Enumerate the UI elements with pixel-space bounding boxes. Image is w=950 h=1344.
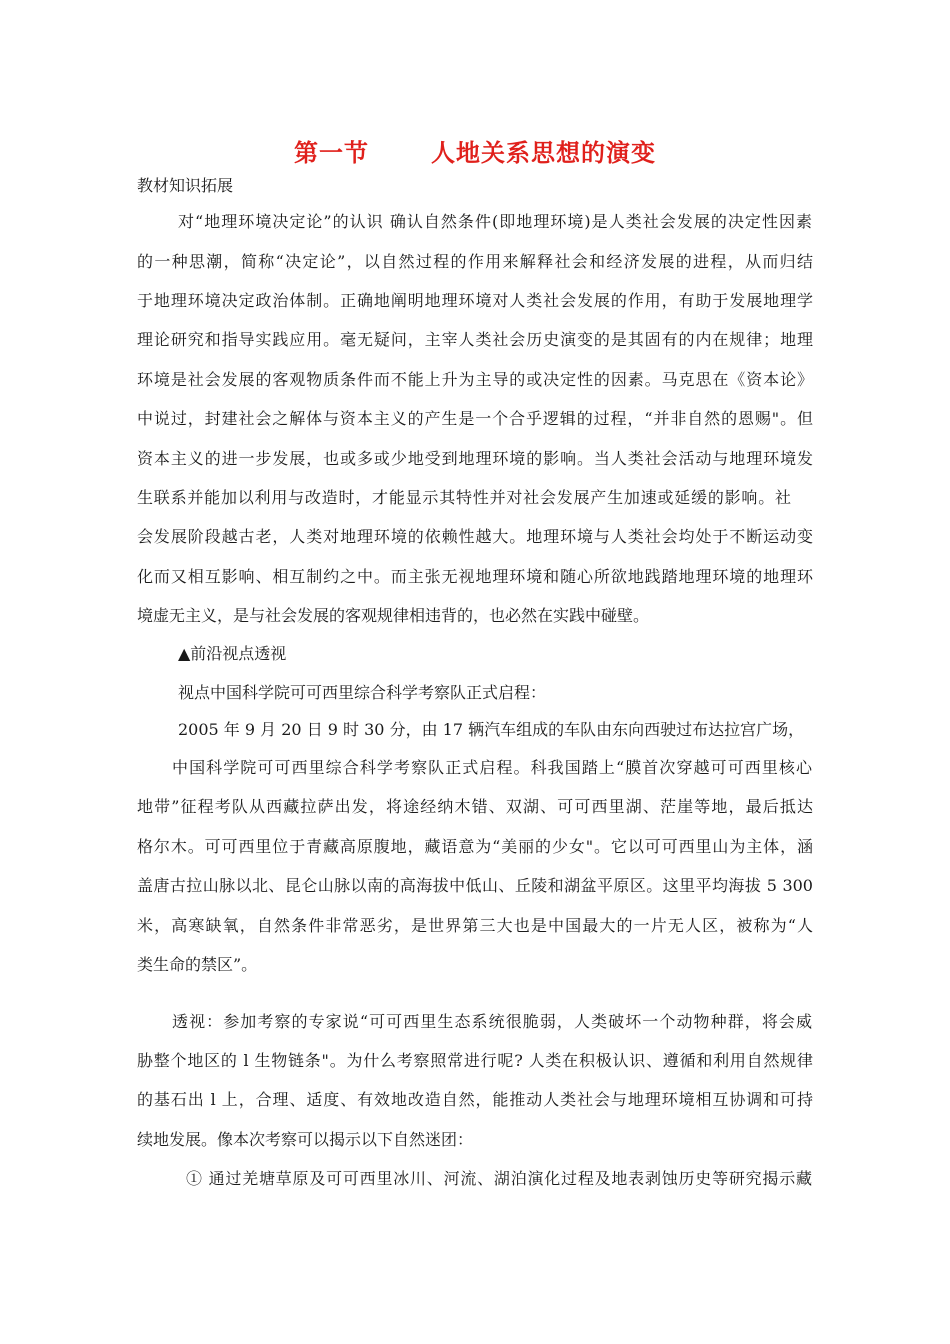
paragraph-line: 理论研究和指导实践应用。毫无疑问，主宰人类社会历史演变的是其固有的内在规律；地理 (137, 330, 813, 349)
paragraph-line: 中说过，封建社会之解体与资本主义的产生是一个合乎逻辑的过程，“并非自然的恩赐"。但 (137, 409, 813, 428)
paragraph-line: 环境是社会发展的客观物质条件而不能上升为主导的或决定性的因素。马克思在《资本论》 (137, 370, 813, 389)
paragraph-line: 地带”征程考队从西藏拉萨出发，将途经纳木错、双湖、可可西里湖、茫崖等地，最后抵达 (137, 797, 813, 816)
paragraph-line: 对“地理环境决定论”的认识 确认自然条件(即地理环境)是人类社会发展的决定性因素 (178, 212, 812, 231)
paragraph-line: 格尔木。可可西里位于青藏高原腹地，藏语意为“美丽的少女"。它以可可西里山为主体，涵 (137, 837, 813, 856)
section-name: 人地关系思想的演变 (431, 139, 656, 167)
paragraph-line: 透视：参加考察的专家说“可可西里生态系统很脆弱，人类破坏一个动物种群，将会威 (172, 1012, 812, 1031)
paragraph-line: 米，高寒缺氧，自然条件非常恶劣，是世界第三大也是中国最大的一片无人区，被称为“人 (137, 916, 813, 935)
paragraph-line: 于地理环境决定政治体制。正确地阐明地理环境对人类社会发展的作用，有助于发展地理学 (137, 291, 813, 310)
paragraph-line: 类生命的禁区”。 (137, 955, 258, 974)
paragraph-line: 中国科学院可可西里综合科学考察队正式启程。科我国踏上“膜首次穿越可可西里核心 (172, 758, 812, 777)
heading-extension: 教材知识拓展 (137, 176, 234, 195)
date-line: 2005 年 9 月 20 日 9 时 30 分，由 17 辆汽车组成的车队由东向西驶过布达拉宫广场， (178, 720, 805, 739)
viewpoint-intro: 视点中国科学院可可西里综合科学考察队正式启程： (178, 683, 547, 702)
paragraph-line: 境虚无主义，是与社会发展的客观规律相违背的，也必然在实践中碰壁。 (137, 606, 650, 625)
paragraph-line: 资本主义的进一步发展，也或多或少地受到地理环境的影响。当人类社会活动与地理环境发 (137, 449, 813, 468)
heading-frontier: ▲前沿视点透视 (178, 644, 287, 663)
paragraph-line: 的基石出 l 上，合理、适度、有效地改造自然，能推动人类社会与地理环境相互协调和可持 (137, 1090, 813, 1109)
paragraph-line: 续地发展。像本次考察可以揭示以下自然迷团： (137, 1130, 474, 1149)
section-number: 第一节 (294, 139, 369, 167)
paragraph-line: 的一种思潮，简称“决定论”，以自然过程的作用来解释社会和经济发展的进程，从而归结 (137, 252, 813, 271)
paragraph-line: 化而又相互影响、相互制约之中。而主张无视地理环境和随心所欲地践踏地理环境的地理环 (137, 567, 813, 586)
paragraph-line: 胁整个地区的 l 生物链条"。为什么考察照常进行呢? 人类在积极认识、遵循和利用自然规律 (137, 1051, 813, 1070)
paragraph-line: 会发展阶段越古老，人类对地理环境的依赖性越大。地理环境与人类社会均处于不断运动变 (137, 527, 813, 546)
list-item: ① 通过羌塘草原及可可西里冰川、河流、湖泊演化过程及地表剥蚀历史等研究揭示藏 (186, 1169, 812, 1188)
paragraph-line: 生联系并能加以利用与改造时，才能显示其特性并对社会发展产生加速或延缓的影响。社 (137, 488, 791, 507)
page-title (0, 133, 950, 168)
paragraph-line: 盖唐古拉山脉以北、昆仑山脉以南的高海拔中低山、丘陵和湖盆平原区。这里平均海拔 5 300 (137, 876, 813, 895)
